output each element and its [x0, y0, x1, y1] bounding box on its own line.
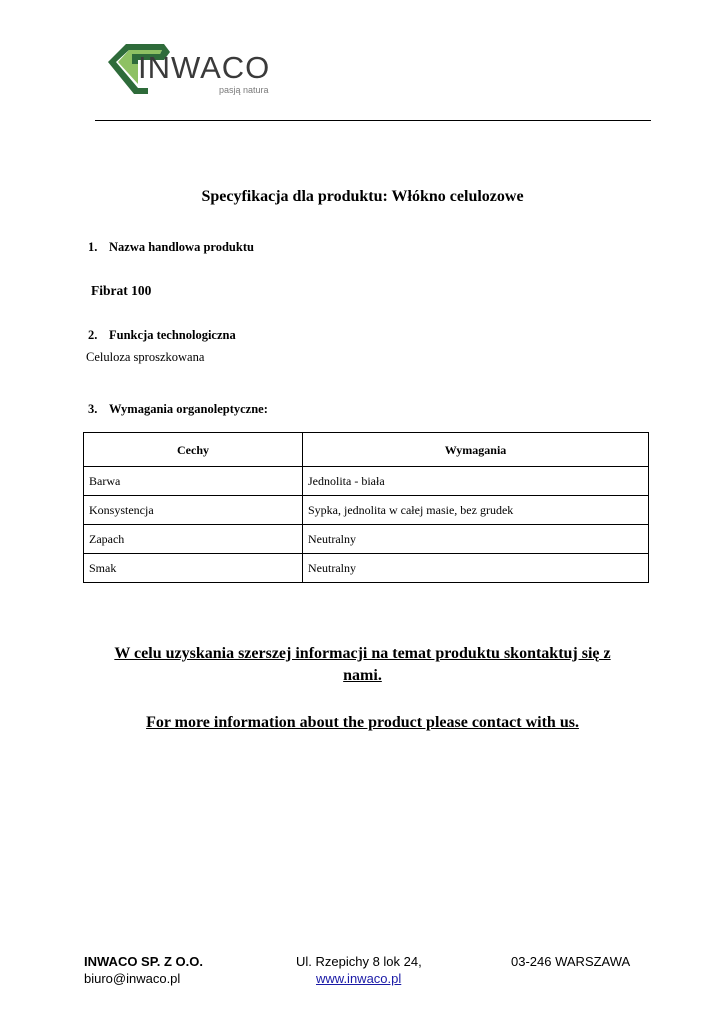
section-heading-text: Funkcja technologiczna — [109, 328, 236, 342]
footer-website — [316, 971, 401, 987]
table-row — [84, 496, 649, 525]
header-divider — [95, 120, 651, 121]
column-header: Cechy — [84, 433, 303, 467]
table-cell: Barwa — [84, 467, 303, 496]
contact-note-pl-line1: W celu uzyskania szerszej informacji na temat produktu skontaktuj się z — [114, 645, 611, 662]
footer-address: Ul. Rzepichy 8 lok 24, — [296, 954, 422, 969]
section-heading-text: Nazwa handlowa produktu — [109, 240, 254, 254]
logo-text: INWACO — [138, 50, 271, 85]
contact-note-pl-line2: nami. — [343, 667, 382, 684]
table-cell: Neutralny — [303, 554, 649, 583]
footer-company: INWACO SP. Z O.O. — [84, 954, 203, 969]
column-header: Wymagania — [303, 433, 649, 467]
contact-note-en: For more information about the product please contact with us. — [146, 714, 579, 731]
section-2-heading — [88, 327, 236, 343]
document-title: Specyfikacja dla produktu: Włókno celulozowe — [201, 188, 524, 205]
table-row — [84, 554, 649, 583]
footer-city: 03-246 WARSZAWA — [511, 954, 631, 969]
section-3-heading — [88, 401, 268, 417]
table-cell: Zapach — [84, 525, 303, 554]
table-row — [84, 525, 649, 554]
section-number: 1. — [88, 240, 98, 254]
section-1-heading — [88, 239, 254, 255]
table-cell: Sypka, jednolita w całej masie, bez grudek — [303, 496, 649, 525]
logo-tagline: pasją natura — [219, 85, 269, 95]
section-number: 3. — [88, 402, 98, 416]
table-row — [84, 467, 649, 496]
organoleptic-requirements-table — [83, 432, 649, 583]
table-cell: Konsystencja — [84, 496, 303, 525]
table-cell: Jednolita - biała — [303, 467, 649, 496]
technological-function-value: Celuloza sproszkowana — [86, 350, 205, 364]
section-number: 2. — [88, 328, 98, 342]
product-trade-name: Fibrat 100 — [91, 283, 152, 298]
website-link[interactable]: www.inwaco.pl — [316, 971, 402, 986]
section-heading-text: Wymagania organoleptyczne: — [109, 402, 268, 416]
footer-email: biuro@inwaco.pl — [84, 971, 181, 986]
table-header-row — [84, 433, 649, 467]
table-cell: Smak — [84, 554, 303, 583]
table-cell: Neutralny — [303, 525, 649, 554]
